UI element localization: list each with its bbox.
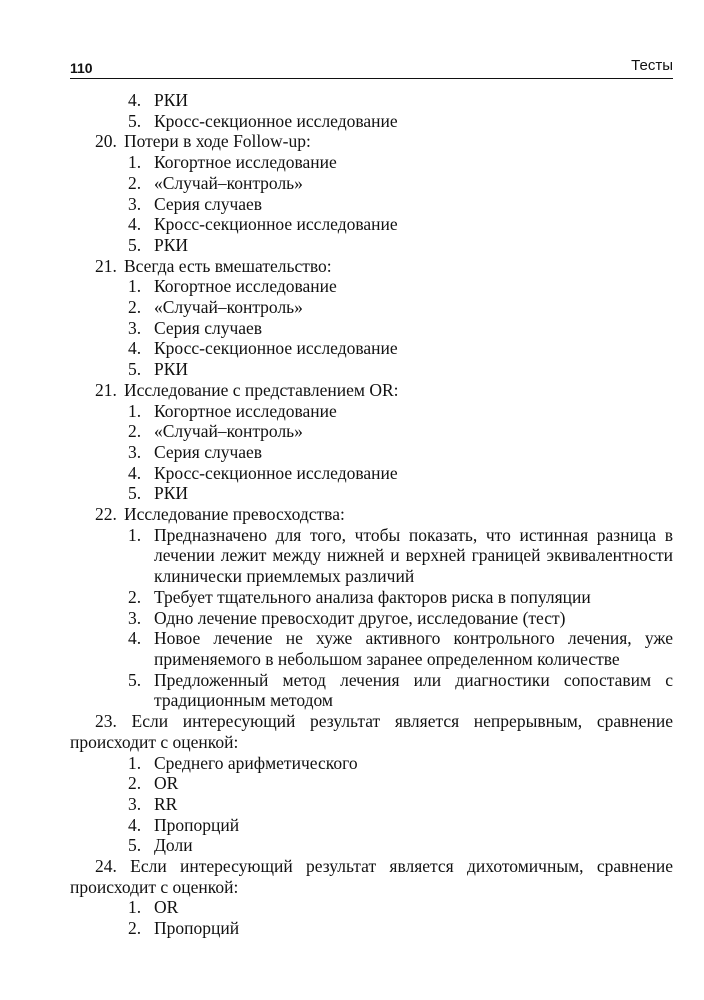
answer-option: [70, 753, 673, 774]
option-number: 4.: [128, 814, 142, 835]
answer-option: [70, 111, 673, 132]
option-number: 2.: [128, 297, 142, 318]
answer-option: [70, 173, 673, 194]
answer-option: [70, 794, 673, 815]
option-number: 1.: [128, 276, 142, 297]
option-number: 5.: [128, 359, 142, 380]
option-number: 4.: [128, 628, 142, 649]
test-questions: [70, 90, 673, 939]
option-text: «Случай–контроль»: [154, 297, 303, 318]
question-text: Всегда есть вмешательство:: [124, 255, 332, 276]
answer-option: [70, 401, 673, 422]
option-text: OR: [154, 897, 179, 918]
question-text: Потери в ходе Follow-up:: [124, 131, 311, 152]
question-text: Если интересующий результат является дихотомичным, сравнение происходит с оценкой:: [70, 856, 673, 897]
answer-option: [70, 276, 673, 297]
option-number: 1.: [128, 752, 142, 773]
answer-option: [70, 194, 673, 215]
page-header: [70, 56, 673, 79]
answer-option: [70, 90, 673, 111]
option-number: 5.: [128, 669, 142, 690]
option-text: Когортное исследование: [154, 400, 337, 421]
option-text: Требует тщательного анализа факторов риска в популяции: [154, 586, 591, 607]
option-number: 1.: [128, 524, 142, 545]
option-number: 1.: [128, 152, 142, 173]
option-text: Предложенный метод лечения или диагностики сопоставим с традиционным методом: [154, 669, 673, 711]
question: [70, 380, 673, 401]
option-text: Когортное исследование: [154, 276, 337, 297]
answer-option: [70, 421, 673, 442]
question: [70, 131, 673, 152]
question: [70, 856, 673, 897]
option-number: 5.: [128, 835, 142, 856]
option-number: 4.: [128, 462, 142, 483]
answer-option: [70, 897, 673, 918]
option-text: Кросс-секционное исследование: [154, 338, 398, 359]
option-number: 5.: [128, 110, 142, 131]
option-text: Пропорций: [154, 814, 240, 835]
option-number: 3.: [128, 193, 142, 214]
option-text: Кросс-секционное исследование: [154, 214, 398, 235]
answer-option: [70, 587, 673, 608]
answer-option: [70, 483, 673, 504]
option-number: 3.: [128, 317, 142, 338]
option-text: Кросс-секционное исследование: [154, 110, 398, 131]
option-text: Серия случаев: [154, 441, 263, 462]
answer-option: [70, 773, 673, 794]
answer-option: [70, 525, 673, 587]
question-number: 21.: [95, 379, 117, 400]
option-number: 4.: [128, 338, 142, 359]
option-number: 1.: [128, 400, 142, 421]
answer-option: [70, 214, 673, 235]
option-number: 2.: [128, 773, 142, 794]
question: [70, 504, 673, 525]
answer-option: [70, 318, 673, 339]
option-number: 2.: [128, 172, 142, 193]
question-text: Исследование с представлением OR:: [124, 379, 399, 400]
option-text: OR: [154, 773, 179, 794]
answer-option: [70, 835, 673, 856]
question-text: Исследование превосходства:: [124, 504, 345, 525]
answer-option: [70, 628, 673, 669]
option-text: Серия случаев: [154, 193, 263, 214]
option-text: RR: [154, 793, 178, 814]
option-number: 3.: [128, 441, 142, 462]
running-head: Тесты: [631, 57, 673, 74]
page-number: 110: [70, 60, 93, 76]
option-text: «Случай–контроль»: [154, 172, 303, 193]
option-number: 3.: [128, 793, 142, 814]
question: [70, 256, 673, 277]
option-number: 1.: [128, 897, 142, 918]
option-number: 2.: [128, 421, 142, 442]
question-number: 20.: [95, 131, 117, 152]
answer-option: [70, 297, 673, 318]
answer-option: [70, 235, 673, 256]
option-number: 5.: [128, 234, 142, 255]
question-number: 23.: [95, 711, 117, 732]
option-text: «Случай–контроль»: [154, 421, 303, 442]
option-text: Новое лечение не хуже активного контрольного лечения, уже применяемого в небольшом заранее определенном количестве: [154, 628, 673, 669]
question-number: 24.: [95, 856, 117, 877]
answer-option: [70, 670, 673, 711]
option-text: РКИ: [154, 234, 189, 255]
option-text: Пропорций: [154, 918, 240, 939]
answer-option: [70, 152, 673, 173]
option-number: 3.: [128, 607, 142, 628]
answer-option: [70, 338, 673, 359]
answer-option: [70, 359, 673, 380]
option-text: Когортное исследование: [154, 152, 337, 173]
answer-option: [70, 442, 673, 463]
answer-option: [70, 463, 673, 484]
question: [70, 711, 673, 752]
option-text: Серия случаев: [154, 317, 263, 338]
option-text: Среднего арифметического: [154, 752, 358, 773]
option-text: Кросс-секционное исследование: [154, 462, 398, 483]
answer-option: [70, 918, 673, 939]
option-number: 4.: [128, 90, 142, 110]
question-number: 21.: [95, 255, 117, 276]
question-text: Если интересующий результат является непрерывным, сравнение происходит с оценкой:: [70, 711, 673, 752]
option-number: 4.: [128, 214, 142, 235]
option-text: Одно лечение превосходит другое, исследование (тест): [154, 607, 566, 628]
question-number: 22.: [95, 504, 117, 525]
option-text: Доли: [154, 835, 193, 856]
option-text: Предназначено для того, чтобы показать, что истинная разница в лечении лежит между нижней и верхней границей эквивалентности клинически приемлемых различий: [154, 524, 673, 587]
option-text: РКИ: [154, 483, 189, 504]
option-text: РКИ: [154, 359, 189, 380]
answer-option: [70, 608, 673, 629]
answer-option: [70, 815, 673, 836]
option-number: 2.: [128, 586, 142, 607]
option-text: РКИ: [154, 90, 189, 110]
option-number: 5.: [128, 483, 142, 504]
option-number: 2.: [128, 918, 142, 939]
